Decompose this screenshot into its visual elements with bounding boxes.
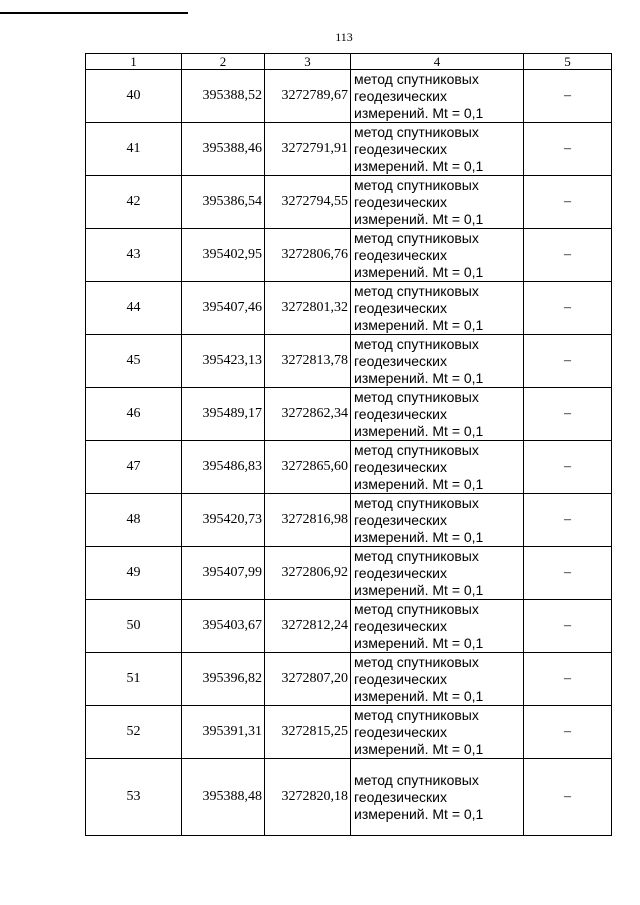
method-line: геодезических [354, 246, 447, 263]
note-cell: – [524, 335, 612, 388]
method-cell [351, 494, 524, 547]
table-row [86, 229, 612, 282]
method-cell [351, 282, 524, 335]
header-col-2: 2 [182, 54, 265, 70]
method-line: геодезических [354, 723, 447, 740]
method-cell [351, 706, 524, 759]
top-rule [0, 12, 188, 14]
point-number-cell: 49 [86, 547, 182, 600]
header-col-1: 1 [86, 54, 182, 70]
method-cell [351, 759, 524, 836]
page-number: 113 [335, 30, 353, 44]
note-cell: – [524, 441, 612, 494]
point-number-cell: 42 [86, 176, 182, 229]
note-cell: – [524, 600, 612, 653]
table-row [86, 176, 612, 229]
point-number-cell: 53 [86, 759, 182, 836]
header-col-3: 3 [265, 54, 351, 70]
x-coordinate-cell: 395407,46 [182, 282, 265, 335]
method-line: геодезических [354, 193, 447, 210]
method-line: метод спутниковых [354, 176, 479, 193]
table-row [86, 759, 612, 836]
table-row [86, 335, 612, 388]
x-coordinate-cell: 395396,82 [182, 653, 265, 706]
note-cell: – [524, 176, 612, 229]
method-cell [351, 176, 524, 229]
table-row [86, 600, 612, 653]
method-line: измерений. Mt = 0,1 [354, 422, 484, 439]
point-number-cell: 41 [86, 123, 182, 176]
y-coordinate-cell: 3272801,32 [265, 282, 351, 335]
header-row [86, 54, 612, 70]
method-cell [351, 70, 524, 123]
method-line: геодезических [354, 670, 447, 687]
note-cell: – [524, 653, 612, 706]
note-cell: – [524, 706, 612, 759]
method-line: измерений. Mt = 0,1 [354, 581, 484, 598]
note-cell: – [524, 123, 612, 176]
method-line: метод спутниковых [354, 388, 479, 405]
header-col-5: 5 [524, 54, 612, 70]
table-row [86, 123, 612, 176]
table-row [86, 653, 612, 706]
y-coordinate-cell: 3272813,78 [265, 335, 351, 388]
note-cell: – [524, 282, 612, 335]
x-coordinate-cell: 395403,67 [182, 600, 265, 653]
method-line: метод спутниковых [354, 771, 479, 788]
method-line: измерений. Mt = 0,1 [354, 528, 484, 545]
x-coordinate-cell: 395402,95 [182, 229, 265, 282]
x-coordinate-cell: 395486,83 [182, 441, 265, 494]
y-coordinate-cell: 3272789,67 [265, 70, 351, 123]
method-line: метод спутниковых [354, 335, 479, 352]
point-number-cell: 45 [86, 335, 182, 388]
method-line: метод спутниковых [354, 123, 479, 140]
method-line: метод спутниковых [354, 706, 479, 723]
method-line: геодезических [354, 564, 447, 581]
method-line: метод спутниковых [354, 70, 479, 87]
y-coordinate-cell: 3272862,34 [265, 388, 351, 441]
point-number-cell: 52 [86, 706, 182, 759]
point-number-cell: 50 [86, 600, 182, 653]
method-line: измерений. Mt = 0,1 [354, 369, 484, 386]
x-coordinate-cell: 395420,73 [182, 494, 265, 547]
y-coordinate-cell: 3272820,18 [265, 759, 351, 836]
table-row [86, 706, 612, 759]
table-row [86, 441, 612, 494]
x-coordinate-cell: 395388,48 [182, 759, 265, 836]
method-line: измерений. Mt = 0,1 [354, 687, 484, 704]
method-cell [351, 335, 524, 388]
header-col-4: 4 [351, 54, 524, 70]
method-line: геодезических [354, 87, 447, 104]
note-cell: – [524, 547, 612, 600]
method-line: геодезических [354, 140, 447, 157]
method-line: метод спутниковых [354, 282, 479, 299]
method-line: геодезических [354, 352, 447, 369]
method-line: метод спутниковых [354, 547, 479, 564]
method-cell [351, 388, 524, 441]
method-line: измерений. Mt = 0,1 [354, 634, 484, 651]
y-coordinate-cell: 3272816,98 [265, 494, 351, 547]
method-line: геодезических [354, 788, 447, 805]
point-number-cell: 44 [86, 282, 182, 335]
x-coordinate-cell: 395391,31 [182, 706, 265, 759]
method-line: измерений. Mt = 0,1 [354, 263, 484, 280]
method-line: измерений. Mt = 0,1 [354, 475, 484, 492]
method-line: геодезических [354, 458, 447, 475]
y-coordinate-cell: 3272806,76 [265, 229, 351, 282]
table-row [86, 388, 612, 441]
x-coordinate-cell: 395423,13 [182, 335, 265, 388]
y-coordinate-cell: 3272812,24 [265, 600, 351, 653]
coordinates-table [85, 53, 612, 836]
method-line: измерений. Mt = 0,1 [354, 210, 484, 227]
method-line: измерений. Mt = 0,1 [354, 157, 484, 174]
table-row [86, 70, 612, 123]
x-coordinate-cell: 395489,17 [182, 388, 265, 441]
note-cell: – [524, 229, 612, 282]
point-number-cell: 48 [86, 494, 182, 547]
point-number-cell: 46 [86, 388, 182, 441]
method-line: метод спутниковых [354, 653, 479, 670]
y-coordinate-cell: 3272865,60 [265, 441, 351, 494]
note-cell: – [524, 494, 612, 547]
method-line: метод спутниковых [354, 494, 479, 511]
method-line: геодезических [354, 617, 447, 634]
note-cell: – [524, 759, 612, 836]
method-cell [351, 441, 524, 494]
method-line: геодезических [354, 299, 447, 316]
method-line: метод спутниковых [354, 441, 479, 458]
point-number-cell: 47 [86, 441, 182, 494]
method-cell [351, 653, 524, 706]
x-coordinate-cell: 395407,99 [182, 547, 265, 600]
x-coordinate-cell: 395388,52 [182, 70, 265, 123]
point-number-cell: 40 [86, 70, 182, 123]
y-coordinate-cell: 3272807,20 [265, 653, 351, 706]
point-number-cell: 51 [86, 653, 182, 706]
method-line: измерений. Mt = 0,1 [354, 104, 484, 121]
note-cell: – [524, 70, 612, 123]
method-line: измерений. Mt = 0,1 [354, 316, 484, 333]
y-coordinate-cell: 3272815,25 [265, 706, 351, 759]
method-line: геодезических [354, 511, 447, 528]
y-coordinate-cell: 3272794,55 [265, 176, 351, 229]
point-number-cell: 43 [86, 229, 182, 282]
y-coordinate-cell: 3272791,91 [265, 123, 351, 176]
x-coordinate-cell: 395388,46 [182, 123, 265, 176]
method-line: измерений. Mt = 0,1 [354, 740, 484, 757]
y-coordinate-cell: 3272806,92 [265, 547, 351, 600]
table-row [86, 494, 612, 547]
method-line: метод спутниковых [354, 229, 479, 246]
method-cell [351, 229, 524, 282]
table-row [86, 547, 612, 600]
method-line: геодезических [354, 405, 447, 422]
method-cell [351, 123, 524, 176]
method-line: метод спутниковых [354, 600, 479, 617]
method-cell [351, 600, 524, 653]
note-cell: – [524, 388, 612, 441]
method-line: измерений. Mt = 0,1 [354, 805, 484, 822]
method-cell [351, 547, 524, 600]
x-coordinate-cell: 395386,54 [182, 176, 265, 229]
table-row [86, 282, 612, 335]
